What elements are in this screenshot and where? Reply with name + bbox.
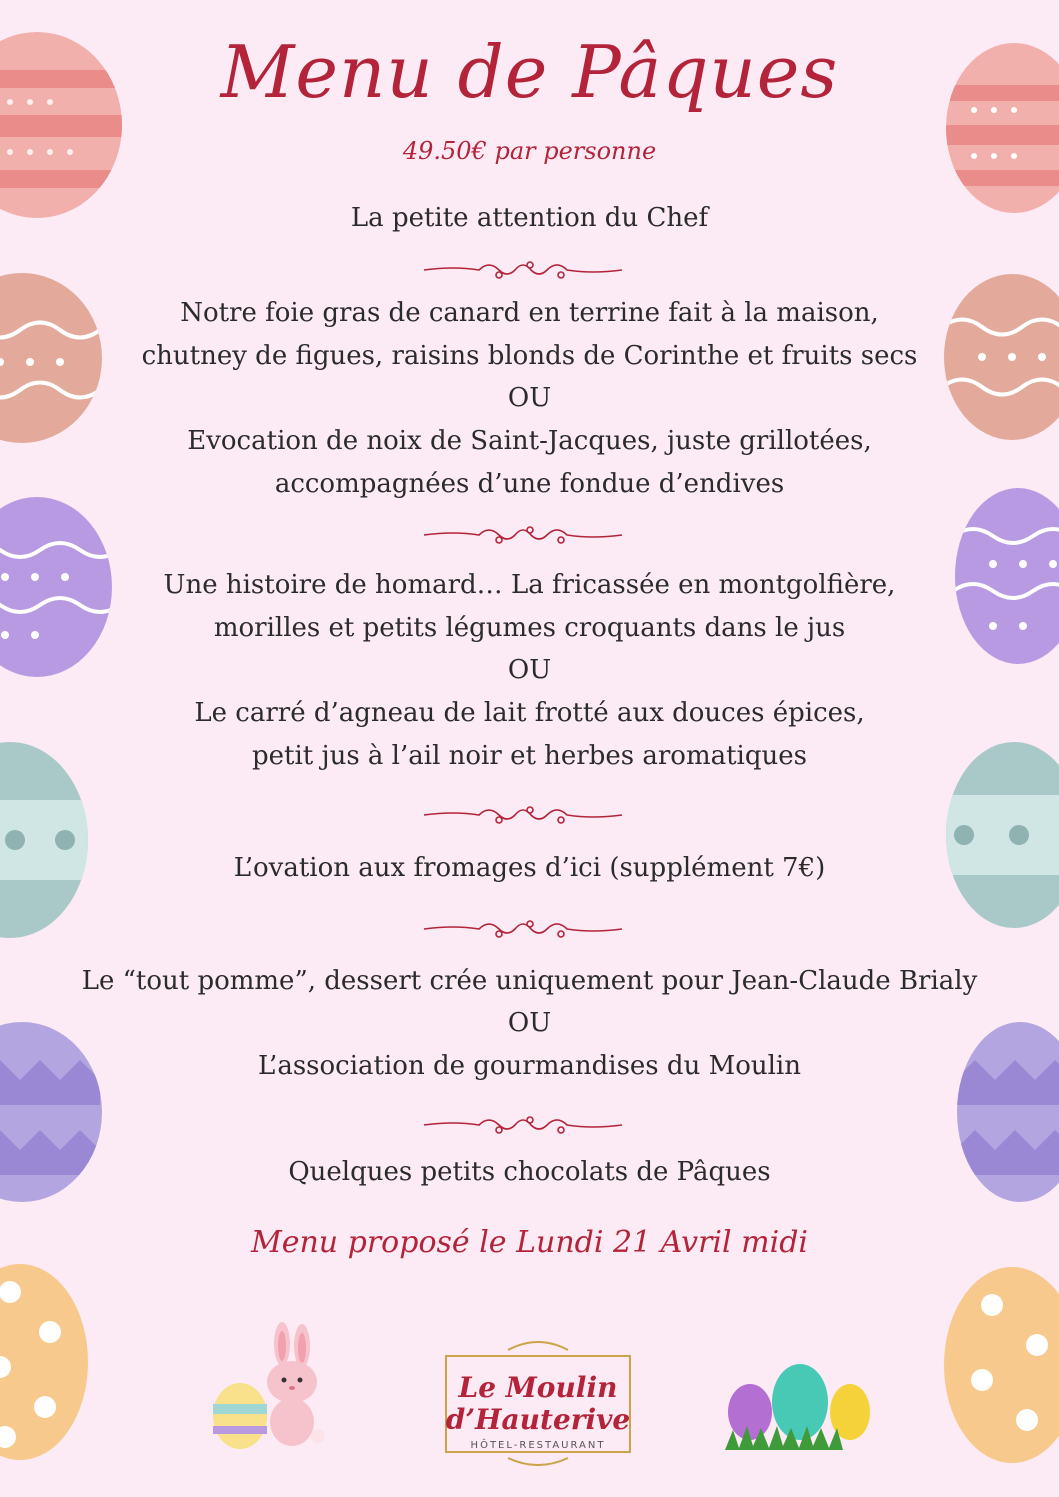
logo-line2: d’Hauterive [445,1403,631,1436]
main-or: OU [507,655,552,685]
amuse-bouche: La petite attention du Chef [350,203,709,233]
cheese-course: L’ovation aux fromages d’ici (supplément 7€) [233,853,826,883]
starter-or: OU [507,383,552,413]
main-1-line2: morilles et petits légumes croquants dans le jus [213,613,846,643]
main-2-line1: Le carré d’agneau de lait frotté aux douces épices, [194,698,865,728]
dessert-or: OU [507,1008,552,1038]
bunny-icon [210,1322,330,1452]
logo-subtitle: HÔTEL-RESTAURANT [470,1440,606,1451]
starter-1-line1: Notre foie gras de canard en terrine fait à la maison, [180,298,879,328]
starter-1-line2: chutney de figues, raisins blonds de Corinthe et fruits secs [141,341,918,371]
petits-fours: Quelques petits chocolats de Pâques [288,1157,771,1187]
dessert-1: Le “tout pomme”, dessert crée uniquement pour Jean-Claude Brialy [81,966,978,996]
eggs-in-grass-icon [720,1362,880,1457]
easter-egg-icon [942,1265,1059,1465]
starter-2-line1: Evocation de noix de Saint-Jacques, juste grillotées, [187,426,872,456]
easter-egg-icon [0,1262,90,1462]
starter-2-line2: accompagnées d’une fondue d’endives [274,469,785,499]
dessert-2: L’association de gourmandises du Moulin [258,1051,801,1081]
main-1-line1: Une histoire de homard… La fricassée en montgolfière, [163,570,896,600]
ornament-divider-icon [419,255,641,285]
logo-line1: Le Moulin [458,1371,618,1404]
menu-price: 49.50€ par personne [402,137,657,165]
ornament-divider-icon [419,800,641,830]
main-2-line2: petit jus à l’ail noir et herbes aromatiques [252,741,807,771]
ornament-divider-icon [419,914,641,944]
ornament-divider-icon [419,1110,641,1140]
menu-date-note: Menu proposé le Lundi 21 Avril midi [250,1225,808,1260]
ornament-divider-icon [419,520,641,550]
menu-title: Menu de Pâques [220,30,839,114]
restaurant-logo [438,1336,638,1466]
